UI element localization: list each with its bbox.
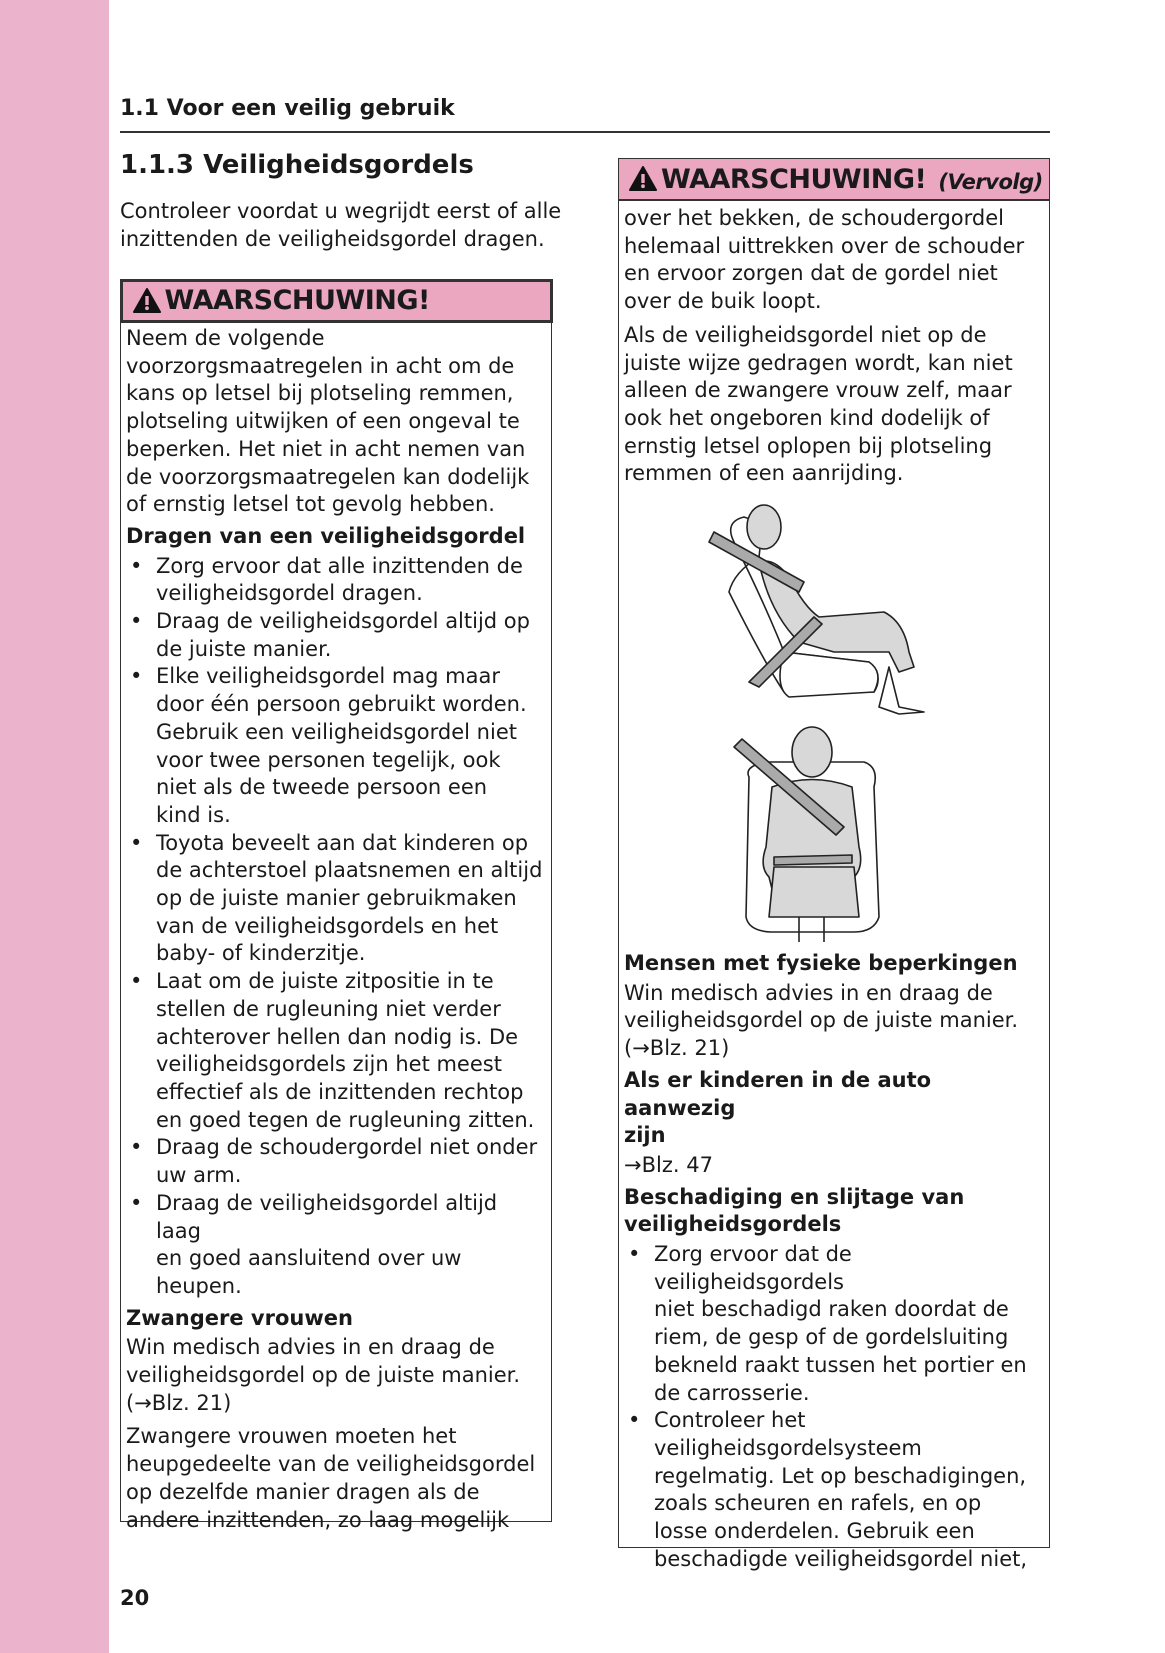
chapter-sidebar-tab (0, 0, 109, 1653)
pregnant-continued: over het bekken, de schoudergordel helemaal uittrekken over de schouder en ervoor zorgen dat de gordel niet over de buik loopt. (624, 206, 1025, 314)
list-item: • Draag de veiligheidsgordel altijd op de juiste manier. (130, 609, 530, 661)
list-item: • Draag de schoudergordel niet onder uw arm. (130, 1135, 538, 1188)
heading-physical-limitations: Mensen met fysieke beperkingen (624, 951, 1018, 976)
heading-pregnant-women: Zwangere vrouwen (126, 1305, 353, 1330)
physical-limitations-advice: Win medisch advies in en draag de veiligheidsgordel op de juiste manier. (→Blz. 21) (624, 980, 1019, 1061)
page-number: 20 (120, 1586, 150, 1610)
pregnant-seatbelt-illustration (704, 502, 964, 942)
subsection-heading: 1.1.3 Veiligheidsgordels (120, 150, 474, 180)
children-page-reference[interactable]: →Blz. 47 (624, 1152, 713, 1177)
warning-title: WAARSCHUWING! (164, 285, 430, 316)
heading-wearing-belt: Dragen van een veiligheidsgordel (126, 523, 526, 548)
warning-triangle-icon (629, 165, 657, 193)
list-item: • Zorg ervoor dat de veiligheidsgordels niet beschadigd raken doordat de riem, de gesp of de gordelsluiting bekneld raakt tussen het portier en de carrosserie. (628, 1242, 1027, 1405)
list-item: • Elke veiligheidsgordel mag maar door één persoon gebruikt worden. Gebruik een veiligheidsgordel niet voor twee personen tegelijk, ook niet als de tweede persoon een kind is. (130, 664, 527, 827)
list-item: • Laat om de juiste zitpositie in te stellen de rugleuning niet verder achterover hellen dan nodig is. De veiligheidsgordels zijn het meest effectief als de inzittenden rechtop en goed tegen de rugleuning zitten. (130, 969, 535, 1132)
list-item: • Toyota beveelt aan dat kinderen op de achterstoel plaatsnemen en altijd op de juiste manier gebruikmaken van de veiligheidsgordels en het baby- of kinderzitje. (130, 830, 543, 966)
pregnant-advice: Win medisch advies in en draag de veiligheidsgordel op de juiste manier. (→Blz. 21) (126, 1335, 521, 1415)
list-item: • Draag de veiligheidsgordel altijd laag en goed aansluitend over uw heupen. (130, 1190, 498, 1298)
pregnant-instructions: Zwangere vrouwen moeten het heupgedeelte van de veiligheidsgordel op dezelfde manier dragen als de andere inzittenden, zo laag mogelijk (126, 1424, 536, 1532)
warning-continued-header (619, 159, 1049, 201)
section-divider (120, 131, 1050, 133)
list-item: • Controleer het veiligheidsgordelsysteem regelmatig. Let op beschadigingen, zoals scheuren en rafels, en op losse onderdelen. Gebruik een beschadigde veiligheidsgordel niet, (628, 1408, 1028, 1571)
section-heading: 1.1 Voor een veilig gebruik (120, 96, 455, 121)
warning-header (120, 279, 553, 323)
warning-box (120, 279, 552, 1532)
heading-damage-wear: Beschadiging en slijtage van veiligheidsgordels (624, 1184, 965, 1237)
warning-title: WAARSCHUWING! (661, 163, 927, 195)
warning-intro: Neem de volgende voorzorgsmaatregelen in acht om de kans op letsel bij plotseling remmen, plotseling uitwijken of een ongeval te beperken. Het niet in acht nemen van de voorzorgsmaatregelen kan dodelijk of ernstig letsel tot gevolg hebben. (126, 326, 530, 517)
continued-label: (Vervolg) (938, 170, 1043, 194)
list-item: • Zorg ervoor dat alle inzittenden de veiligheidsgordel dragen. (130, 553, 523, 606)
pregnant-risk: Als de veiligheidsgordel niet op de juiste wijze gedragen wordt, kan niet alleen de zwangere vrouw zelf, maar ook het ongeboren kind dodelijk of ernstig letsel oplopen bij plotseling remmen of een aanrijding. (624, 322, 1013, 486)
warning-triangle-icon (133, 287, 161, 315)
intro-text: Controleer voordat u wegrijdt eerst of alle inzittenden de veiligheidsgordel dragen. (120, 199, 562, 251)
side-view-figure (709, 505, 924, 714)
heading-children: Als er kinderen in de auto aanwezig zijn (624, 1067, 932, 1148)
front-view-figure (734, 727, 879, 942)
warning-continued-box (618, 158, 1050, 1571)
